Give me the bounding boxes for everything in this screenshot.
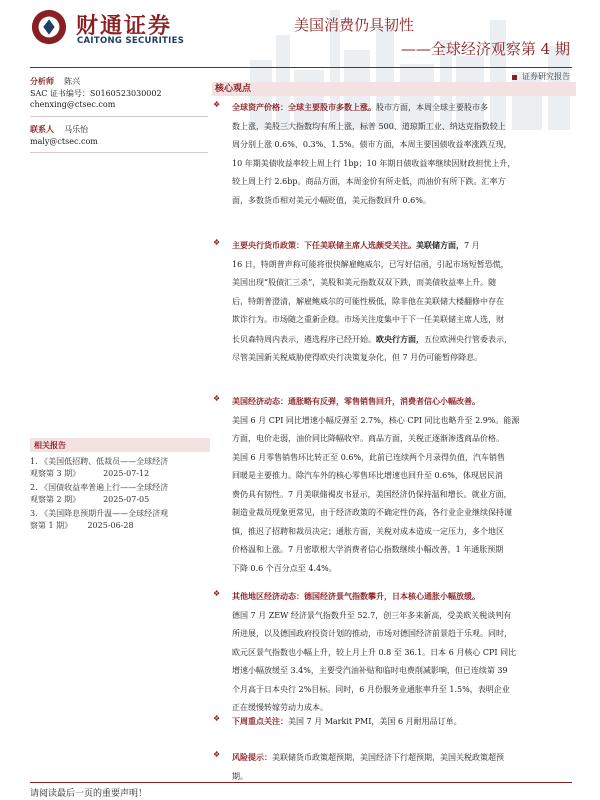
section-risk [212, 748, 576, 786]
section-text: 7 月 [464, 241, 480, 250]
contact-role: 联系人 [30, 124, 54, 134]
diamond-bullet-icon: ❖ [213, 238, 221, 247]
section-line: 美国 6 月零售销售环比转正至 0.6%，此前已连续两个月录得负值，汽车销售 [232, 452, 506, 462]
section-line [212, 330, 576, 350]
divider [30, 116, 208, 117]
related-report-title-cont [30, 468, 210, 480]
section-line: 周分别上涨 0.6%、0.3%、1.5%。债市方面，本周主要国债收益率涨跌互现， [232, 140, 512, 149]
section-other-regions [212, 587, 576, 718]
related-report-title-cont [30, 520, 210, 532]
doc-type-label: 证券研究报告 [522, 72, 570, 81]
related-report-date: 2025-06-28 [87, 520, 134, 530]
section-line: 个月高于日本央行 2%目标。同时，6 月份服务业通胀率升至 1.5%，表明企业 [232, 684, 510, 694]
section-line: 美国出现“股债汇三杀”，美股和美元指数双双下跌，而美债收益率上升。随 [232, 278, 497, 287]
related-report-title: 2. 《国债收益率普遍上行——全球经济 [30, 483, 169, 492]
contact-name: 马乐怡 [64, 125, 89, 134]
brand-mark-icon [30, 8, 68, 46]
diamond-bullet-icon: ❖ [213, 394, 221, 403]
report-title: 美国消费仍具韧性 [293, 16, 414, 34]
section-line: 回暖是主要推力。除汽车外的核心零售环比增速也回升至 0.6%，体现居民消 [232, 471, 503, 480]
related-report-title-tail: 观察第 3 期》 [30, 468, 81, 478]
section-line: 正在缓慢转嫁劳动力成本。 [232, 703, 328, 712]
section-line: 费仍具有韧性。7 月美联储褐皮书显示，美国经济仍保持温和增长。就业方面， [232, 489, 512, 499]
related-report-date: 2025-07-05 [103, 494, 150, 504]
cert-label: SAC 证书编号： [30, 88, 90, 98]
related-report-title-cont [30, 494, 210, 506]
section-lead: 主要央行货币政策：下任美联储主席人选颇受关注。 [232, 240, 416, 250]
related-reports-heading: 相关报告 [30, 438, 210, 452]
contact-email[interactable]: maly@ctsec.com [30, 136, 98, 146]
diamond-bullet-icon: ❖ [213, 714, 221, 723]
section-line [212, 587, 576, 607]
section-line [212, 748, 576, 768]
section-text: 五位欧洲央行管委表示， [424, 334, 512, 344]
section-line: 面，多数货币相对美元小幅贬值，美元指数回升 0.6%。 [232, 195, 431, 205]
section-global-assets [212, 98, 576, 210]
section-line: 10 年期美债收益率较上周上行 1bp；10 年期日债收益率继续因财政担忧上升， [232, 158, 516, 168]
section-central-banks [212, 236, 576, 368]
related-report-item[interactable] [30, 482, 210, 505]
section-line: 数上涨，美股三大指数均有所上涨，标普 500、道琼斯工业、纳达克指数较上 [232, 121, 506, 131]
diamond-bullet-icon: ❖ [213, 589, 221, 598]
section-line: 欺诈行为。市场随之重新企稳。市场关注度集中于下一任美联储主席人选，财 [232, 315, 504, 324]
section-line: 欧元区景气指数也小幅上升，较上月上升 0.8 至 36.1。日本 6 月核心 CPI 同比 [232, 647, 517, 657]
square-icon [512, 75, 517, 80]
related-report-item[interactable] [30, 508, 210, 531]
analyst-role: 分析师 [30, 76, 54, 86]
section-line: 后，特朗普澄清，解雇鲍威尔的可能性极低，除非他在美联储大楼翻修中存在 [232, 296, 504, 306]
section-line: 德国 7 月 ZEW 经济景气指数升至 52.7，创三年多来新高，受美欧关税谈判有 [232, 610, 512, 620]
brand-name-cn: 财通证券 [76, 14, 173, 39]
analyst-name: 陈兴 [64, 77, 81, 86]
section-text: 美联储货币政策超预期，美国经济下行超预期，美国关税政策超预 [272, 753, 504, 762]
contact-block [30, 124, 210, 147]
section-line: 价格温和上涨。7 月密歇根大学消费者信心指数继续小幅改善，1 年通胀预期 [232, 545, 504, 554]
related-report-date: 2025-07-12 [103, 468, 150, 478]
section-line: 所进展，以及德国政府投资计划的推动，市场对德国经济前景趋于乐观。同时， [232, 629, 512, 638]
cert-number: S0160523030002 [89, 88, 162, 98]
diamond-bullet-icon: ❖ [213, 100, 221, 109]
report-header [0, 0, 600, 68]
section-text: 长贝森特周内表示，遴选程序已经开始。 [232, 334, 376, 344]
section-next-week [212, 712, 576, 732]
section-line: 慎，推迟了招聘和裁员决定；通胀方面，关税对成本造成一定压力，多个地区 [232, 526, 504, 536]
doc-type-tag [512, 71, 570, 82]
inline-bold: 欧央行方面， [376, 333, 424, 344]
section-line: 期。 [232, 771, 248, 781]
footer-disclaimer: 请阅读最后一页的重要声明！ [30, 789, 148, 799]
analyst-row [30, 76, 210, 88]
divider [30, 152, 208, 153]
section-line: 较上周上行 2.6bp。商品方面，本周金价有所走低，而油价有所下跌。汇率方 [232, 177, 506, 186]
section-line [212, 392, 576, 412]
core-views-heading: 核心观点 [212, 82, 576, 96]
section-line: 方面，电价走弱，油价同比降幅收窄。商品方面，关税正逐渐渗透商品价格。 [232, 434, 504, 443]
inline-bold: 美联储方面， [416, 240, 464, 250]
section-line: 尽管美国新关税威胁使得欧央行决策复杂化，但 7 月仍可能暂停降息。 [232, 353, 483, 362]
section-text: 美国 7 月 Markit PMI，美国 6 月耐用品订单。 [288, 717, 462, 726]
section-us-economy [212, 392, 576, 578]
brand-name-en: CAITONG SECURITIES [77, 36, 185, 46]
section-line: 16 日，特朗普声称可能将很快解雇鲍威尔，已写好信函，引起市场短暂恐慌， [232, 259, 509, 269]
brand-logo [30, 6, 200, 50]
section-line: 制造业裁员现象更常见，由于经济政策的不确定性仍高，各行业企业继续保持谨 [232, 508, 512, 517]
contact-row [30, 124, 210, 136]
section-lead: 风险提示： [232, 752, 272, 762]
related-report-title: 3. 《美国降息预期升温——全球经济观 [30, 509, 169, 518]
section-lead: 全球资产价格：全球主要股市多数上涨。 [232, 102, 376, 112]
report-subtitle: ——全球经济观察第 4 期 [400, 40, 570, 58]
section-line [212, 712, 576, 732]
section-line [212, 236, 576, 256]
related-report-title: 1. 《美国低招聘、低裁员——全球经济 [30, 457, 169, 466]
header-rule [30, 67, 572, 68]
footer-rule [30, 782, 572, 783]
section-lead: 下周重点关注： [232, 716, 288, 726]
analyst-cert [30, 88, 210, 100]
diamond-bullet-icon: ❖ [213, 750, 221, 759]
section-line [212, 98, 576, 118]
related-report-title-tail: 观察第 2 期》 [30, 494, 81, 504]
section-lead: 美国经济动态：通胀略有反弹，零售销售回升，消费者信心小幅改善。 [232, 396, 480, 406]
related-report-title-tail: 察第 1 期》 [30, 520, 73, 530]
related-reports-list [30, 456, 210, 534]
section-lead: 其他地区经济动态：德国经济景气指数攀升，日本核心通胀小幅放缓。 [232, 591, 480, 601]
section-line: 增速小幅放缓至 3.4%，主要受汽油补贴和临时电费削减影响，但已连续第 39 [232, 666, 508, 675]
section-line: 美国 6 月 CPI 同比增速小幅反弹至 2.7%，核心 CPI 同比也略升至 2.9%。能源 [232, 415, 520, 425]
section-line: 下降 0.6 个百分点至 4.4%。 [232, 563, 337, 573]
analyst-block [30, 76, 210, 111]
analyst-email[interactable]: chenxing@ctsec.com [30, 100, 116, 109]
related-report-item[interactable] [30, 456, 210, 479]
section-text: 股市方面，本周全球主要股市多 [376, 103, 488, 112]
